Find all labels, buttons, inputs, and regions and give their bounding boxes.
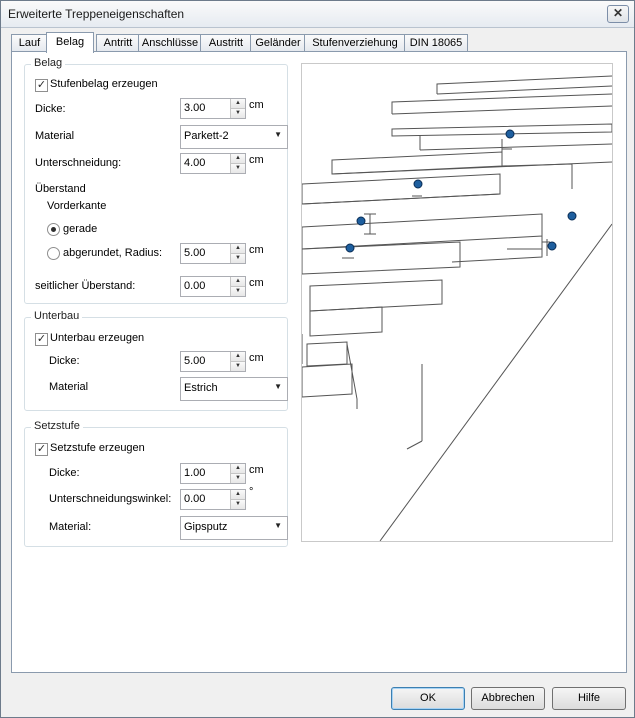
group-unterbau: [24, 310, 288, 411]
spin-up-icon[interactable]: ▲: [230, 244, 245, 253]
unterschneidung-label: Unterschneidung:: [35, 157, 122, 169]
ueberstand-label: Überstand: [35, 183, 86, 195]
tab-content-belag: [11, 51, 627, 673]
ok-button[interactable]: OK: [391, 687, 465, 710]
abgerundet-label: abgerundet, Radius:: [63, 247, 163, 259]
setzstufe-dicke-value: 1.00: [184, 467, 206, 479]
tread-line: [392, 94, 612, 114]
spin-up-icon[interactable]: ▲: [230, 464, 245, 473]
unterbau-dicke-input[interactable]: [180, 351, 246, 372]
gerade-label: gerade: [63, 223, 98, 235]
unterbau-dicke-label: Dicke:: [49, 355, 80, 367]
handle-point: [506, 130, 514, 138]
group-unterbau-title: Unterbau: [31, 310, 82, 322]
group-belag: [24, 57, 288, 304]
tab-belag[interactable]: Belag: [46, 32, 94, 53]
unterschneidung-unit: cm: [249, 154, 264, 166]
stufenbelag-checkbox[interactable]: ✓: [36, 79, 47, 91]
tread-line: [302, 194, 500, 204]
winkel-label: Unterschneidungswinkel:: [49, 493, 172, 505]
belag-material-value: Parkett-2: [184, 130, 229, 142]
tread-line: [420, 144, 612, 150]
tread-outline: [310, 280, 442, 311]
spin-down-icon[interactable]: ▼: [230, 253, 245, 263]
setzstufe-material-value: Gipsputz: [184, 521, 228, 533]
tread-line: [392, 106, 612, 114]
stair-preview-drawing: [302, 64, 612, 541]
seitlich-unit: cm: [249, 277, 264, 289]
unterbau-label: Unterbau erzeugen: [50, 332, 145, 344]
help-button[interactable]: Hilfe: [552, 687, 626, 710]
group-setzstufe-title: Setzstufe: [31, 420, 83, 432]
unterbau-dicke-unit: cm: [249, 352, 264, 364]
setzstufe-material-select[interactable]: [180, 516, 288, 540]
handle-point: [568, 212, 576, 220]
setzstufe-dicke-input[interactable]: [180, 463, 246, 484]
unterbau-dicke-value: 5.00: [184, 355, 206, 367]
belag-dicke-label: Dicke:: [35, 103, 66, 115]
handle-point: [346, 244, 354, 252]
tread-line: [437, 86, 612, 94]
belag-material-select[interactable]: [180, 125, 288, 149]
setzstufe-dicke-unit: cm: [249, 464, 264, 476]
tab-din-18065[interactable]: DIN 18065: [404, 34, 468, 52]
belag-material-label: Material: [35, 130, 75, 142]
tab-antritt[interactable]: Antritt: [96, 34, 140, 52]
unterbau-material-value: Estrich: [184, 382, 218, 394]
unterschneidung-input[interactable]: [180, 153, 246, 174]
tab-stufenverziehung[interactable]: Stufenverziehung: [304, 34, 406, 52]
spin-down-icon[interactable]: ▼: [230, 286, 245, 296]
tread-outline: [302, 364, 352, 397]
handle-point: [548, 242, 556, 250]
tread-outline: [307, 342, 347, 366]
stringer-line: [380, 224, 612, 541]
setzstufe-dicke-label: Dicke:: [49, 467, 80, 479]
tread-outline: [392, 124, 612, 136]
group-setzstufe: [24, 420, 288, 547]
stufenbelag-label: Stufenbelag erzeugen: [50, 78, 158, 90]
tread-outline: [302, 242, 460, 274]
close-button[interactable]: ✕: [607, 5, 629, 23]
abgerundet-radio[interactable]: [47, 247, 60, 260]
unterbau-material-select[interactable]: [180, 377, 288, 401]
winkel-value: 0.00: [184, 493, 206, 505]
radius-input[interactable]: [180, 243, 246, 264]
tread-line: [502, 164, 572, 189]
winkel-unit: °: [249, 486, 254, 498]
belag-dicke-unit: cm: [249, 99, 264, 111]
title-bar: [1, 1, 634, 28]
tab-austritt[interactable]: Austritt: [200, 34, 252, 52]
spin-up-icon[interactable]: ▲: [230, 277, 245, 286]
chevron-down-icon: ▼: [274, 521, 282, 530]
handle-point: [357, 217, 365, 225]
radius-value: 5.00: [184, 247, 206, 259]
tab-lauf[interactable]: Lauf: [11, 34, 48, 52]
setzstufe-material-label: Material:: [49, 521, 92, 533]
unterbau-checkbox[interactable]: ✓: [36, 333, 47, 345]
cancel-button[interactable]: Abbrechen: [471, 687, 545, 710]
tab-anschluesse[interactable]: Anschlüsse: [138, 34, 202, 52]
setzstufe-label: Setzstufe erzeugen: [50, 442, 145, 454]
handle-point: [414, 180, 422, 188]
stair-preview: [301, 63, 613, 542]
window-title: Erweiterte Treppeneigenschaften: [8, 7, 185, 21]
spin-down-icon[interactable]: ▼: [230, 163, 245, 173]
seitlich-value: 0.00: [184, 280, 206, 292]
spin-down-icon[interactable]: ▼: [230, 108, 245, 118]
radius-unit: cm: [249, 244, 264, 256]
spin-down-icon[interactable]: ▼: [230, 499, 245, 509]
belag-dicke-value: 3.00: [184, 102, 206, 114]
winkel-input[interactable]: [180, 489, 246, 510]
tab-gelaender[interactable]: Geländer: [250, 34, 306, 52]
gerade-radio[interactable]: [47, 223, 60, 236]
spin-down-icon[interactable]: ▼: [230, 361, 245, 371]
tread-line: [437, 76, 612, 94]
chevron-down-icon: ▼: [274, 130, 282, 139]
spin-up-icon[interactable]: ▲: [230, 352, 245, 361]
chevron-down-icon: ▼: [274, 382, 282, 391]
unterschneidung-value: 4.00: [184, 157, 206, 169]
setzstufe-checkbox[interactable]: ✓: [36, 443, 47, 455]
spin-down-icon[interactable]: ▼: [230, 473, 245, 483]
spin-up-icon[interactable]: ▲: [230, 154, 245, 163]
seitlich-label: seitlicher Überstand:: [35, 280, 136, 292]
vorderkante-label: Vorderkante: [47, 200, 107, 212]
belag-dicke-input[interactable]: [180, 98, 246, 119]
stringer-line: [407, 441, 422, 449]
tread-outline: [310, 307, 382, 336]
spin-up-icon[interactable]: ▲: [230, 99, 245, 108]
group-belag-title: Belag: [31, 57, 65, 69]
unterbau-material-label: Material: [49, 381, 89, 393]
spin-up-icon[interactable]: ▲: [230, 490, 245, 499]
seitlich-input[interactable]: [180, 276, 246, 297]
